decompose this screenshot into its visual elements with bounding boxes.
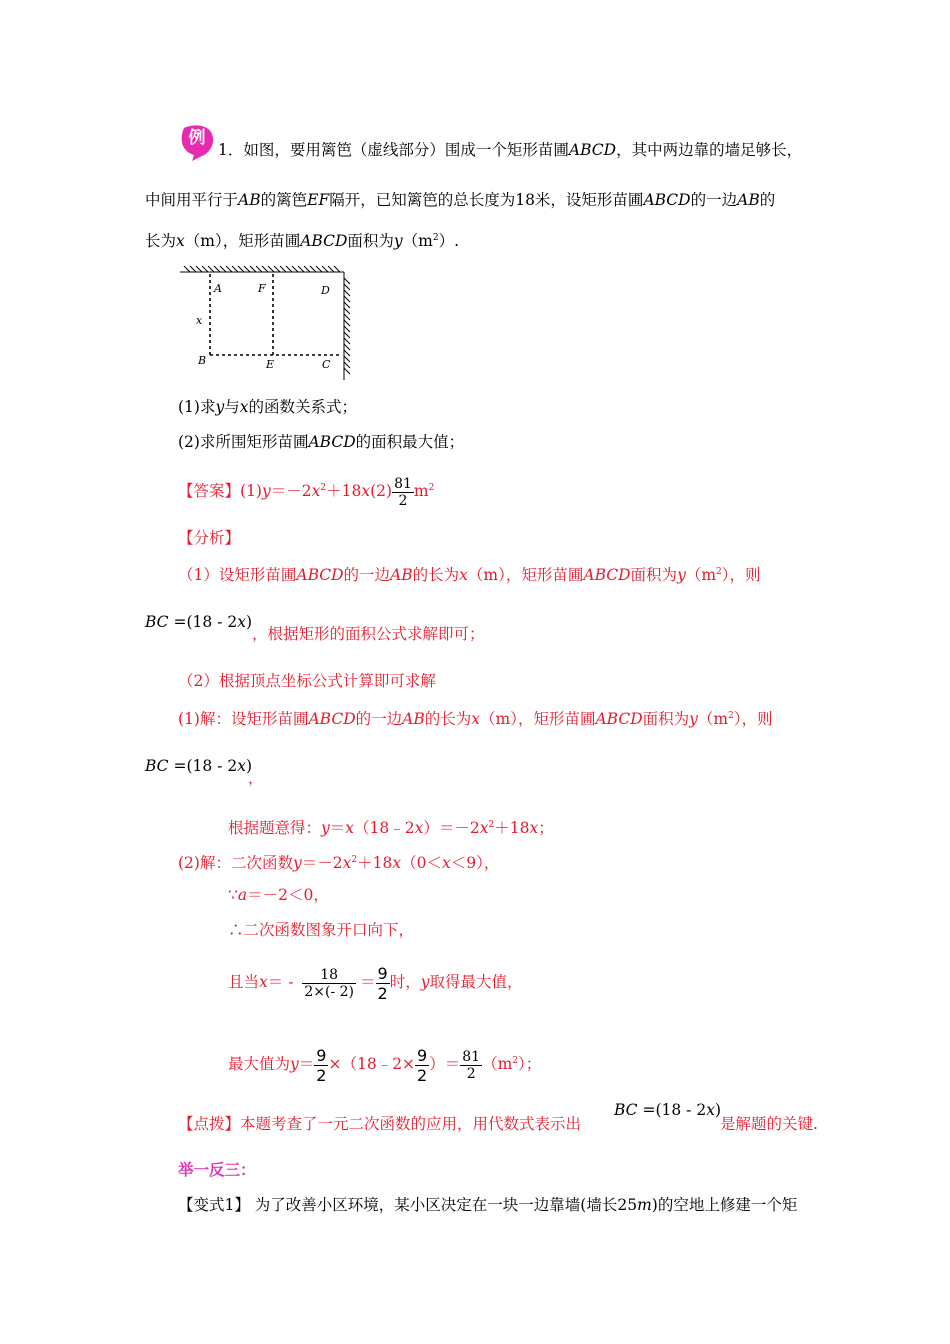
tip-bc-expression: BC =(18 - 2x) [614, 1101, 722, 1119]
variant-1-line: 【变式1】 为了改善小区环境，某小区决定在一块一边靠墙(墙长25m)的空地上修建一个矩 [178, 1196, 798, 1214]
label-E: E [266, 358, 275, 371]
label-F: F [258, 282, 266, 295]
solution-1-line-3: 根据题意得：$y=x(18﹣2x)=-2x^2+18x$； [228, 819, 554, 837]
analysis-line-1: （1）设矩形苗圃ABCD的一边AB的长为x（m），矩形苗圃ABCD面积为$y(m^2)$，则 [178, 566, 761, 584]
analysis-tag: 【分析】 [178, 529, 241, 547]
answer-line: 【答案】$(1)y=-2x^2+18x(2)$ $\frac{81}{2}$ $m^2$ [178, 475, 435, 509]
label-B: B [198, 354, 207, 367]
solution-2-line-4: 且当x＝ - $\frac{18}{2\times(- 2)}$ ＝ $\frac{9}{2}$ 时，y取得最大值， [228, 963, 523, 1003]
question-1: (1)求y与x的函数关系式； [178, 398, 358, 416]
solution-1-line-1: (1)解：设矩形苗圃ABCD的一边AB的长为x（m），矩形苗圃ABCD面积为$y(m^2)$，则 [178, 710, 773, 728]
label-C: C [322, 358, 331, 371]
analysis-line-1-end: ，根据矩形的面积公式求解即可； [252, 625, 485, 643]
problem-line-1: 1．如图，要用篱笆（虚线部分）围成一个矩形苗圃ABCD，其中两边靠的墙足够长， [218, 141, 803, 159]
label-D: D [321, 284, 330, 297]
example-badge-label: 例 [188, 128, 206, 148]
solution-2-line-2: ∵a＝－2＜0， [228, 886, 329, 904]
analysis-bc-expression: BC =(18 - 2x) [145, 613, 253, 631]
solution-1-bc-expression: BC =(18 - 2x) [145, 757, 253, 775]
practice-heading: 举一反三： [178, 1160, 256, 1179]
tip-line-end: 是解题的关键. [720, 1115, 818, 1133]
label-x: x [196, 314, 203, 327]
solution-2-line-5: 最大值为y＝ $\frac{9}{2}$ ×（18﹣2× $\frac{9}{2}$ ）＝ $\frac{81}{2}$ $(m^2)$； [228, 1045, 542, 1085]
solution-2-line-1: (2)解：二次函数$y=-2x^2+18x(0<x<9)$， [178, 854, 500, 872]
problem-line-2: 中间用平行于AB的篱笆EF隔开，已知篱笆的总长度为18米，设矩形苗圃ABCD的一边AB的 [145, 191, 776, 209]
label-A: A [214, 282, 222, 295]
tip-line: 【点拨】本题考查了一元二次函数的应用，用代数式表示出 [178, 1115, 582, 1133]
garden-diagram [176, 262, 356, 382]
analysis-line-2: （2）根据顶点坐标公式计算即可求解 [178, 672, 436, 690]
solution-2-line-3: ∴二次函数图象开口向下， [228, 921, 415, 939]
question-2: (2)求所围矩形苗圃ABCD的面积最大值； [178, 433, 465, 451]
solution-1-comma: ， [248, 769, 264, 787]
problem-line-3: 长为x（m），矩形苗圃ABCD面积为$y(m^2)$. [145, 232, 460, 250]
